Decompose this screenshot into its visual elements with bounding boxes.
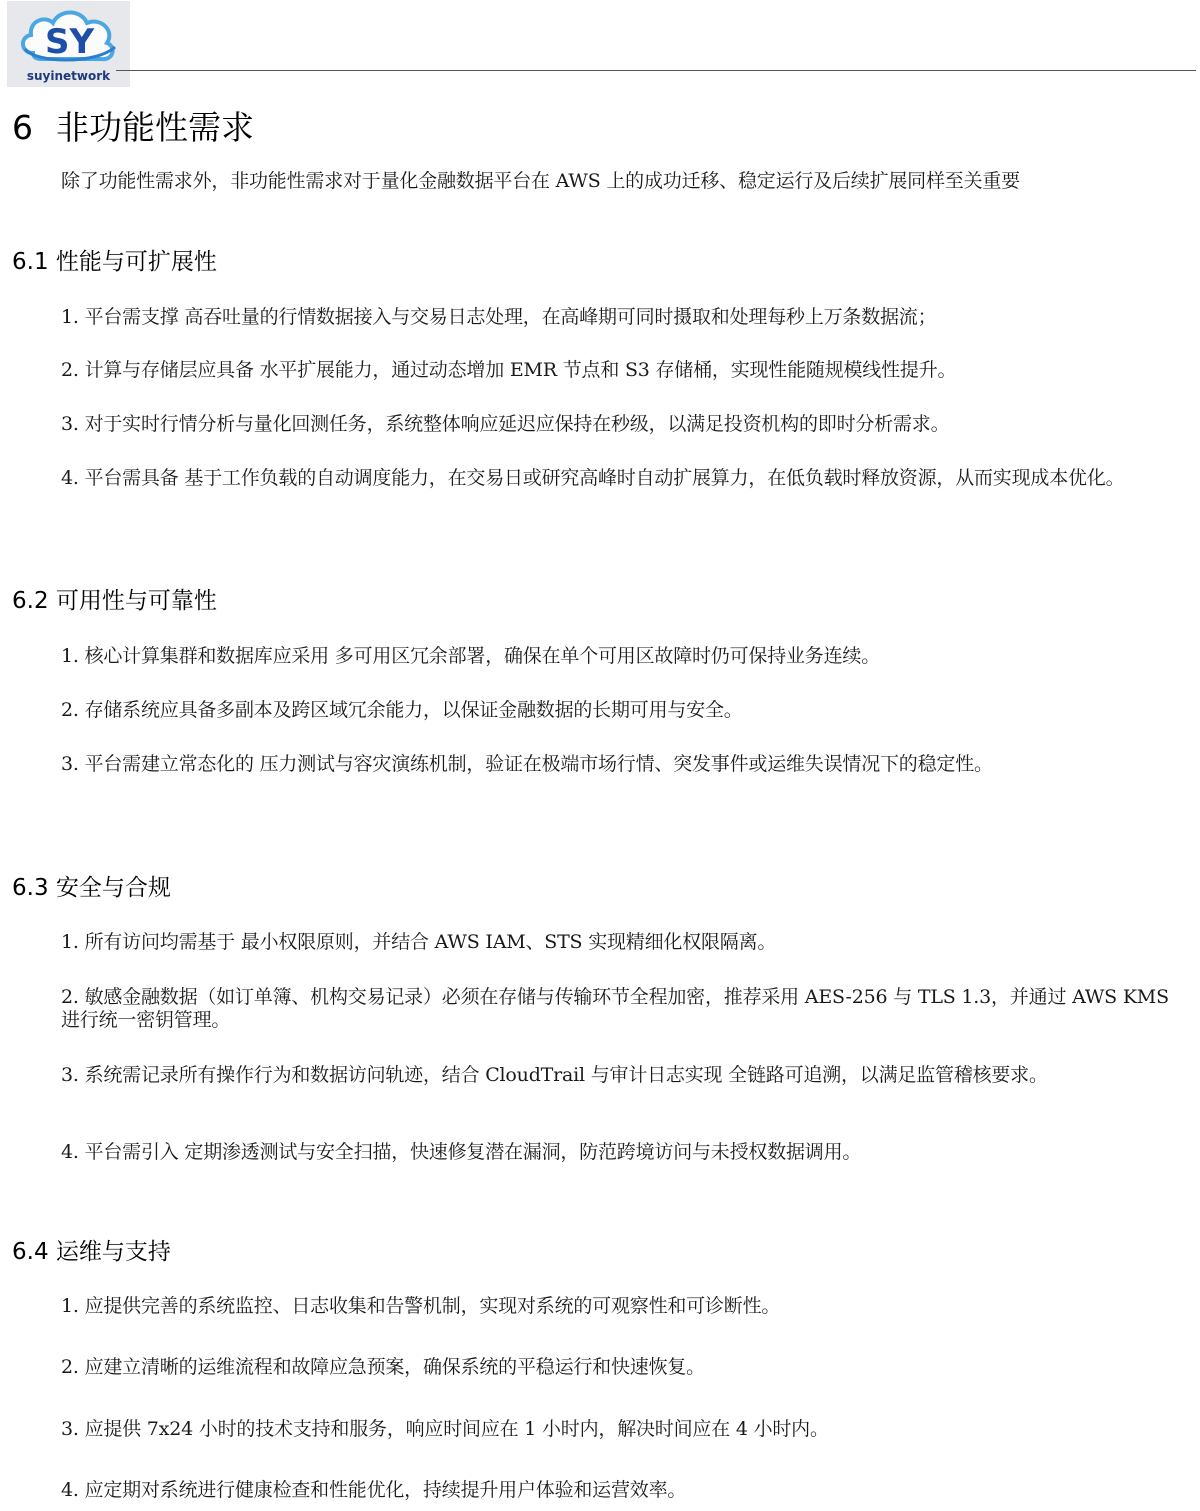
- list-item: 4. 应定期对系统进行健康检查和性能优化，持续提升用户体验和运营效率。: [61, 1479, 687, 1501]
- list-item: 3. 应提供 7x24 小时的技术支持和服务，响应时间应在 1 小时内，解决时间应在 4 小时内。: [61, 1418, 829, 1440]
- logo-text: suyinetwork: [26, 69, 111, 83]
- list-item: 3. 对于实时行情分析与量化回测任务，系统整体响应延迟应保持在秒级，以满足投资机构的即时分析需求。: [61, 413, 950, 435]
- section-heading-6-3: 6.3 安全与合规: [12, 875, 171, 901]
- title-number: 6: [12, 108, 33, 147]
- section-heading-6-4: 6.4 运维与支持: [12, 1239, 171, 1265]
- list-item: 1. 核心计算集群和数据库应采用 多可用区冗余部署，确保在单个可用区故障时仍可保持业务连续。: [61, 645, 881, 667]
- logo-initials: SY: [45, 22, 95, 62]
- section-heading-6-1: 6.1 性能与可扩展性: [12, 249, 217, 275]
- list-item: 4. 平台需具备 基于工作负载的自动调度能力，在交易日或研究高峰时自动扩展算力，在低负载时释放资源，从而实现成本优化。: [61, 467, 1125, 489]
- list-item: 3. 系统需记录所有操作行为和数据访问轨迹，结合 CloudTrail 与审计日志实现 全链路可追溯，以满足监管稽核要求。: [61, 1064, 1048, 1086]
- list-item: 2. 敏感金融数据（如订单簿、机构交易记录）必须在存储与传输环节全程加密，推荐采用 AES-256 与 TLS 1.3，并通过 AWS KMS 进行统一密钥管理。: [61, 986, 1169, 1031]
- list-item: 4. 平台需引入 定期渗透测试与安全扫描，快速修复潜在漏洞，防范跨境访问与未授权数据调用。: [61, 1141, 862, 1163]
- company-logo: [7, 1, 130, 87]
- cloud-logo-icon: [15, 3, 123, 69]
- section-heading-6-2: 6.2 可用性与可靠性: [12, 588, 217, 614]
- page-title: [12, 108, 254, 148]
- list-item: 2. 应建立清晰的运维流程和故障应急预案，确保系统的平稳运行和快速恢复。: [61, 1356, 705, 1378]
- list-item: 1. 所有访问均需基于 最小权限原则，并结合 AWS IAM、STS 实现精细化权限隔离。: [61, 931, 777, 953]
- list-item: 1. 应提供完善的系统监控、日志收集和告警机制，实现对系统的可观察性和可诊断性。: [61, 1295, 781, 1317]
- list-item: 2. 存储系统应具备多副本及跨区域冗余能力，以保证金融数据的长期可用与安全。: [61, 699, 743, 721]
- list-item: 2. 计算与存储层应具备 水平扩展能力，通过动态增加 EMR 节点和 S3 存储桶，实现性能随规模线性提升。: [61, 359, 957, 381]
- list-item: 3. 平台需建立常态化的 压力测试与容灾演练机制，验证在极端市场行情、突发事件或运维失误情况下的稳定性。: [61, 753, 993, 775]
- list-item: 1. 平台需支撑 高吞吐量的行情数据接入与交易日志处理，在高峰期可同时摄取和处理每秒上万条数据流；: [61, 306, 937, 328]
- header-divider: [116, 70, 1196, 71]
- title-text: 非功能性需求: [56, 108, 254, 147]
- intro-paragraph: 除了功能性需求外，非功能性需求对于量化金融数据平台在 AWS 上的成功迁移、稳定运行及后续扩展同样至关重要: [61, 170, 1020, 192]
